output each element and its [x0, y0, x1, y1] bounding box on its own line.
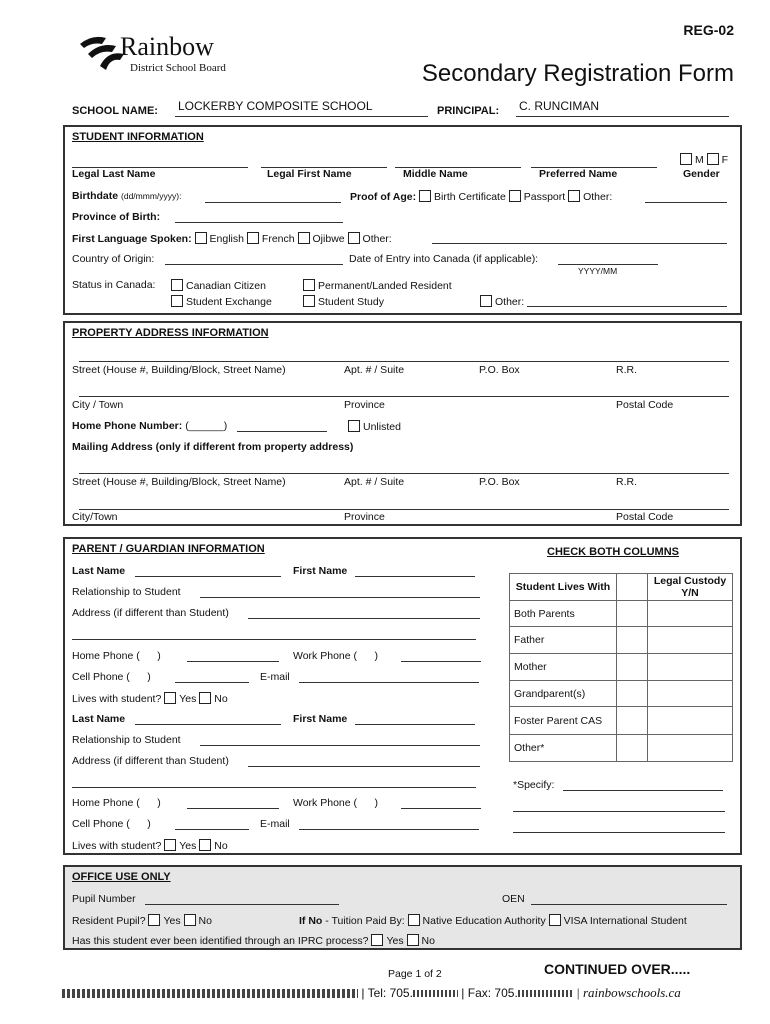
form-title: Secondary Registration Form	[421, 60, 734, 87]
legal-last-label: Legal Last Name	[72, 168, 156, 180]
rainbow-logo	[78, 30, 248, 80]
logo-name: Rainbow	[120, 32, 214, 61]
status-label: Status in Canada:	[72, 279, 156, 291]
custody-cell[interactable]	[617, 627, 648, 654]
preferred-name-label: Preferred Name	[539, 168, 618, 180]
gender-m-checkbox[interactable]	[680, 153, 692, 165]
principal-value[interactable]: C. RUNCIMAN	[519, 99, 599, 113]
office-section: OFFICE USE ONLY Pupil Number OEN Resident Pupil? Yes No If No - Tuition Paid By: Native Education Authority VISA International Student Has this student ever been identified through an IPRC process? Yes No	[63, 865, 742, 950]
custody-cell[interactable]	[648, 654, 733, 681]
custody-cell[interactable]	[648, 627, 733, 654]
native-checkbox[interactable]	[408, 914, 420, 926]
date-entry-label: Date of Entry into Canada (if applicable):	[349, 253, 539, 265]
custody-cell[interactable]	[617, 654, 648, 681]
office-section-title: OFFICE USE ONLY	[72, 871, 171, 883]
permanent-checkbox[interactable]	[303, 279, 315, 291]
resident-yes-checkbox[interactable]	[148, 914, 160, 926]
custody-cell[interactable]	[648, 681, 733, 707]
gender-label: Gender	[683, 168, 720, 180]
mailing-label: Mailing Address (only if different from property address)	[72, 441, 354, 453]
lang-other-checkbox[interactable]	[348, 232, 360, 244]
parent-section: PARENT / GUARDIAN INFORMATION CHECK BOTH COLUMNS Last Name First Name Relationship to Student Address (if different than Student) Home Phone ( ) Work Phone ( ) Cell Phone ( ) E-mail Lives with student? Yes No Last Name First Name Relationship to Student Address (if different than Student) Home Phone ( ) Work Phone ( ) Cell Phone ( ) E-mail Lives with student? Yes No Student Lives With Legal Custody Y/N Both Parents Father Mother Grandparent(s) Foster Parent CAS Other* *Specify:	[63, 537, 742, 855]
footer-address-glyph	[62, 989, 358, 998]
custody-cell[interactable]	[648, 707, 733, 735]
iprc-no-checkbox[interactable]	[407, 934, 419, 946]
lives-yes-checkbox-1[interactable]	[164, 692, 176, 704]
student-section-title: STUDENT INFORMATION	[72, 131, 204, 143]
custody-cell[interactable]	[617, 707, 648, 735]
resident-no-checkbox[interactable]	[184, 914, 196, 926]
custody-cell[interactable]	[648, 601, 733, 627]
custody-cell[interactable]	[617, 601, 648, 627]
school-value[interactable]: LOCKERBY COMPOSITE SCHOOL	[178, 99, 373, 113]
province-birth-label: Province of Birth:	[72, 211, 161, 223]
french-checkbox[interactable]	[247, 232, 259, 244]
school-label: SCHOOL NAME:	[72, 105, 158, 117]
custody-table: Student Lives With Legal Custody Y/N Both Parents Father Mother Grandparent(s) Foster Parent CAS Other*	[509, 573, 733, 762]
logo-sub: District School Board	[130, 62, 226, 74]
property-section-title: PROPERTY ADDRESS INFORMATION	[72, 327, 269, 339]
status-other-checkbox[interactable]	[480, 295, 492, 307]
yyyymm-hint: YYYY/MM	[578, 266, 618, 276]
custody-cell[interactable]	[648, 735, 733, 762]
continued-label: CONTINUED OVER.....	[544, 961, 691, 977]
visa-checkbox[interactable]	[549, 914, 561, 926]
property-section: PROPERTY ADDRESS INFORMATION Street (House #, Building/Block, Street Name) Apt. # / Suite P.O. Box R.R. City / Town Province Postal Code Home Phone Number: (______) Unlisted Mailing Address (only if different from property address) Street (House #, Building/Block, Street Name) Apt. # / Suite P.O. Box R.R. City/Town Province Postal Code	[63, 321, 742, 526]
passport-checkbox[interactable]	[509, 190, 521, 202]
citizen-checkbox[interactable]	[171, 279, 183, 291]
unlisted-checkbox[interactable]	[348, 420, 360, 432]
custody-cell[interactable]	[617, 681, 648, 707]
parent-section-title: PARENT / GUARDIAN INFORMATION	[72, 543, 265, 555]
form-code: REG-02	[683, 22, 734, 38]
custody-cell[interactable]	[617, 735, 648, 762]
study-checkbox[interactable]	[303, 295, 315, 307]
specify-label: *Specify:	[513, 779, 555, 791]
check-columns-label: CHECK BOTH COLUMNS	[547, 546, 679, 558]
legal-first-label: Legal First Name	[267, 168, 352, 180]
principal-label: PRINCIPAL:	[437, 105, 500, 117]
country-origin-label: Country of Origin:	[72, 253, 155, 265]
footer-contact: | Tel: 705. | Fax: 705. | rainbowschools.ca	[62, 985, 681, 1001]
gender-f-checkbox[interactable]	[707, 153, 719, 165]
lives-no-checkbox-2[interactable]	[199, 839, 211, 851]
proof-other-checkbox[interactable]	[568, 190, 580, 202]
birth-cert-checkbox[interactable]	[419, 190, 431, 202]
middle-name-label: Middle Name	[403, 168, 468, 180]
ojibwe-checkbox[interactable]	[298, 232, 310, 244]
iprc-yes-checkbox[interactable]	[371, 934, 383, 946]
lives-yes-checkbox-2[interactable]	[164, 839, 176, 851]
exchange-checkbox[interactable]	[171, 295, 183, 307]
english-checkbox[interactable]	[195, 232, 207, 244]
page-number: Page 1 of 2	[388, 968, 442, 980]
lives-no-checkbox-1[interactable]	[199, 692, 211, 704]
student-section: STUDENT INFORMATION M F Legal Last Name Legal First Name Middle Name Preferred Name Gender Birthdate (dd/mmm/yyyy): Proof of Age: Birth Certificate Passport Other: Province of Birth: First Language Spoken: English French Ojibwe Other: Country of Origin: Date of Entry into Canada (if applicable): YYYY/MM Status in Canada: Canadian Citizen Permanent/Landed Resident Student Exchange Student Study Other:	[63, 125, 742, 315]
